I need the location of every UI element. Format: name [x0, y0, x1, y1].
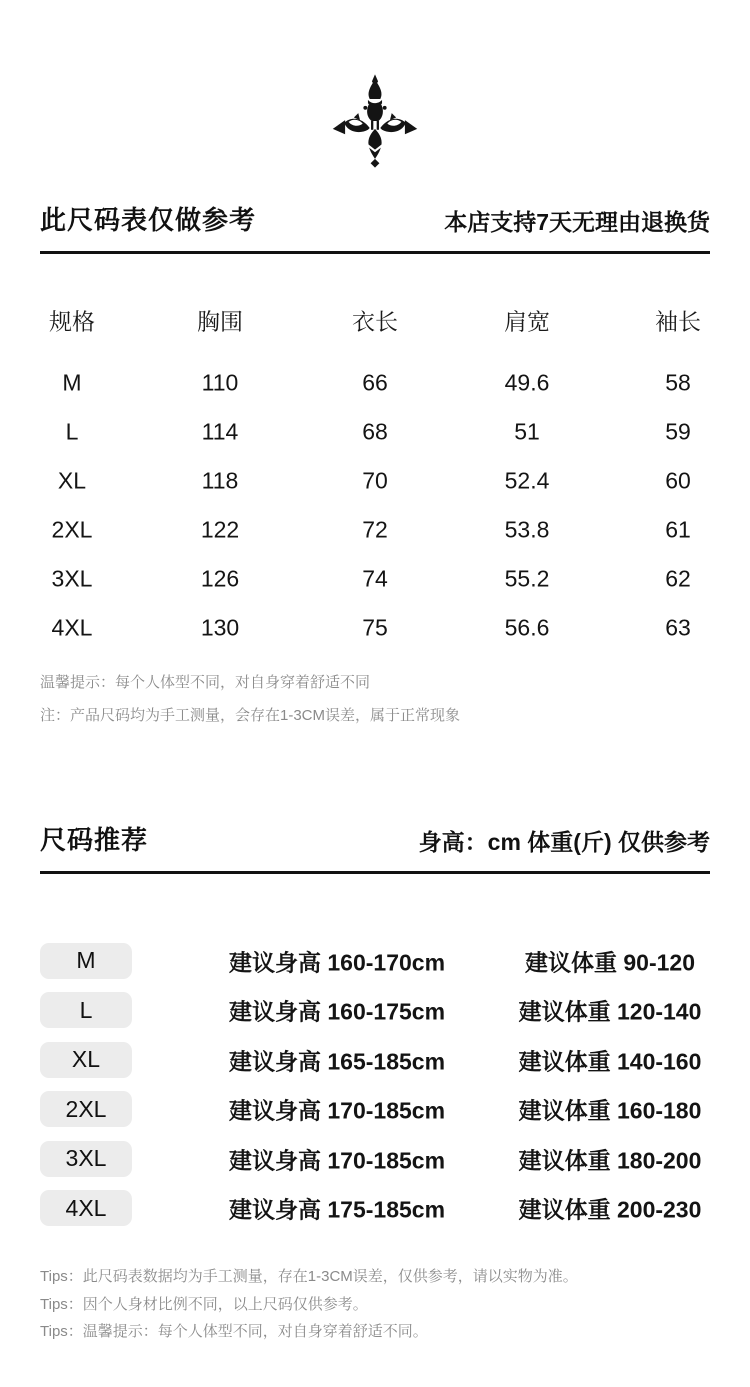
decorative-cross-icon: [331, 74, 419, 168]
cell-length: 75: [362, 614, 388, 640]
size-chip-2xl[interactable]: 2XL: [40, 1091, 132, 1127]
col-header-sleeve: 袖长: [655, 308, 701, 335]
table-row: [40, 407, 710, 456]
recommend-weight: 建议体重 120-140: [518, 998, 702, 1025]
cell-size: 4XL: [51, 614, 93, 640]
cell-size: 3XL: [51, 565, 93, 591]
recommend-header: [40, 820, 710, 874]
tip-line: 温馨提示：每个人体型不同，对自身穿着舒适不同: [40, 674, 371, 691]
recommend-height: 建议身高 160-170cm: [228, 949, 446, 976]
cell-size: XL: [57, 467, 87, 493]
recommend-weight: 建议体重 140-160: [518, 1048, 702, 1075]
size-table-header-row: [40, 292, 710, 348]
recommend-weight: 建议体重 200-230: [518, 1196, 702, 1223]
cell-shoulder: 51: [514, 418, 540, 444]
table-row: [40, 456, 710, 505]
recommend-unit-note: 身高：cm 体重(斤) 仅供参考: [418, 829, 710, 855]
size-spec-table: [40, 292, 710, 652]
recommend-height: 建议身高 160-175cm: [228, 998, 446, 1025]
recommend-weight: 建议体重 160-180: [518, 1097, 702, 1124]
recommend-height: 建议身高 170-185cm: [228, 1097, 446, 1124]
cell-chest: 110: [201, 369, 239, 395]
recommend-weight: 建议体重 180-200: [518, 1147, 702, 1174]
size-table-header: [40, 200, 710, 254]
cell-length: 74: [362, 565, 388, 591]
recommend-title: 尺码推荐: [40, 825, 149, 855]
table-row: [40, 603, 710, 652]
cell-size: M: [62, 369, 82, 395]
col-header-shoulder: 肩宽: [504, 308, 550, 335]
return-policy-note: 本店支持7天无理由退换货: [444, 209, 710, 235]
cell-sleeve: 62: [665, 565, 691, 591]
cell-chest: 130: [200, 614, 240, 640]
cell-shoulder: 55.2: [504, 565, 550, 591]
table-row: [40, 505, 710, 554]
table-row: [40, 554, 710, 603]
cell-chest: 122: [200, 516, 240, 542]
cell-sleeve: 58: [665, 369, 691, 395]
cell-chest: 118: [201, 467, 239, 493]
size-table-title: 此尺码表仅做参考: [40, 205, 257, 235]
cell-sleeve: 60: [665, 467, 691, 493]
size-chip-l[interactable]: L: [40, 992, 132, 1028]
recommend-height: 建议身高 165-185cm: [228, 1048, 446, 1075]
cell-length: 72: [362, 516, 388, 542]
recommend-weight: 建议体重 90-120: [524, 949, 696, 976]
cell-size: L: [65, 418, 79, 444]
recommend-row: [40, 1184, 710, 1234]
recommend-row: [40, 1085, 710, 1135]
recommend-height: 建议身高 175-185cm: [228, 1196, 446, 1223]
size-recommend-table: [40, 936, 710, 1233]
tip-line: Tips：此尺码表数据均为手工测量，存在1-3CM误差，仅供参考，请以实物为准。: [40, 1268, 578, 1285]
cell-chest: 114: [201, 418, 239, 444]
size-table-tips: [40, 666, 710, 732]
cell-shoulder: 49.6: [504, 369, 550, 395]
cell-sleeve: 59: [665, 418, 691, 444]
size-chip-3xl[interactable]: 3XL: [40, 1141, 132, 1177]
cell-chest: 126: [200, 565, 240, 591]
tip-line: Tips：因个人身材比例不同，以上尺码仅供参考。: [40, 1295, 368, 1313]
cell-length: 68: [362, 418, 388, 444]
recommend-row: [40, 986, 710, 1036]
tip-line: 注：产品尺码均为手工测量，会存在1-3CM误差，属于正常现象: [40, 707, 461, 724]
recommend-height: 建议身高 170-185cm: [228, 1147, 446, 1174]
size-chip-m[interactable]: M: [40, 943, 132, 979]
cell-size: 2XL: [51, 516, 93, 542]
tip-line: Tips：温馨提示：每个人体型不同，对自身穿着舒适不同。: [40, 1323, 428, 1340]
cell-shoulder: 52.4: [504, 467, 550, 493]
cell-length: 70: [362, 467, 388, 493]
col-header-length: 衣长: [352, 308, 398, 335]
bottom-tips: [40, 1263, 710, 1346]
recommend-row: [40, 1035, 710, 1085]
table-row: [40, 358, 710, 407]
cell-sleeve: 63: [665, 614, 691, 640]
recommend-row: [40, 1134, 710, 1184]
size-chip-4xl[interactable]: 4XL: [40, 1190, 132, 1226]
size-chip-xl[interactable]: XL: [40, 1042, 132, 1078]
col-header-spec: 规格: [49, 308, 95, 335]
cell-shoulder: 53.8: [504, 516, 550, 542]
brand-ornament: [0, 0, 750, 168]
cell-length: 66: [362, 369, 388, 395]
cell-shoulder: 56.6: [504, 614, 550, 640]
cell-sleeve: 61: [665, 516, 691, 542]
recommend-row: [40, 936, 710, 986]
col-header-chest: 胸围: [197, 308, 243, 335]
